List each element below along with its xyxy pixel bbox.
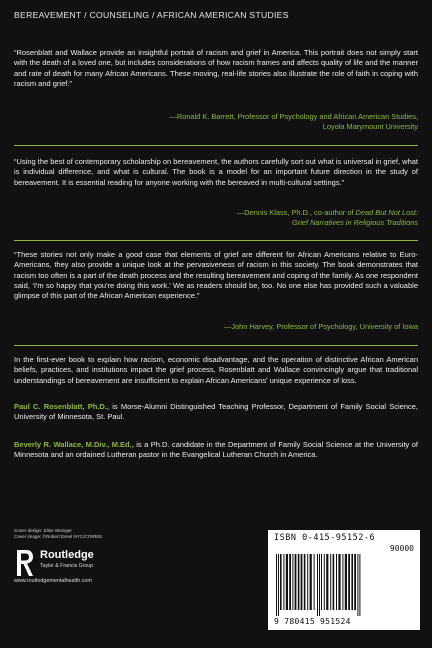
attribution-1-line-1: —Ronald K. Barrett, Professor of Psychology and African American Studies, [169, 112, 418, 121]
price-code: 90000 [389, 544, 414, 553]
barcode-bar [298, 554, 300, 610]
isbn-number: ISBN 0-415-95152-6 [274, 533, 376, 543]
barcode-bar [338, 554, 340, 610]
author-2-name: Beverly R. Wallace, M.Div., M.Ed., [14, 440, 134, 449]
author-1-bio: is Morse-Alumni Distinguished Teaching Professor, Department of Family Social Science, University of Minnesota, St. Paul. [14, 402, 419, 422]
barcode-bar [330, 554, 331, 610]
book-description: In the first-ever book to explain how racism, economic disadvantage, and the operation of distinctive African American beliefs, practices, and institutions impact the grief process, Rosenblatt and Wallace convincingly argue that traditional understandings of bereavement are insufficient to explain African Americans' unique experience of loss. [14, 355, 418, 385]
barcode-bar [286, 554, 288, 610]
barcode-bar [317, 554, 318, 616]
routledge-mark-icon [14, 548, 36, 578]
attribution-2-line-2: Grief Narratives in Religious Traditions [292, 218, 418, 228]
review-quote-1: “Rosenblatt and Wallace provide an insightful portrait of racism and grief in America. This portrait does not simply start with the death of a loved one, but includes considerations of how racism frames and affects quality of life and the manner and rate of death for many African Americans. These moving, real-life stories also illustrate the role of faith in coping with racism and grief.” [14, 48, 418, 88]
ean-number: 9 780415 951524 [274, 617, 351, 626]
barcode-bar [280, 554, 282, 610]
barcode-bar [278, 554, 279, 616]
attribution-1-line-2: Loyola Marymount University [322, 122, 418, 132]
attribution-2-book-title: Dead But Not Lost: [355, 208, 418, 217]
author-1-name: Paul C. Rosenblatt, Ph.D., [14, 402, 110, 411]
barcode-bar [307, 554, 308, 610]
barcode-bar [326, 554, 328, 610]
author-bio-2 [14, 440, 418, 461]
barcode-bar [289, 554, 291, 610]
barcode-bar [324, 554, 325, 610]
barcode-bar [301, 554, 303, 610]
publisher-name: Routledge [40, 549, 94, 561]
barcode-bar [342, 554, 343, 610]
barcode-bar [321, 554, 322, 610]
author-bio-1 [14, 402, 418, 423]
quote-divider-1 [14, 145, 418, 146]
barcode-bar [283, 554, 284, 610]
barcode-bar [314, 554, 315, 610]
review-attribution-3 [88, 322, 418, 332]
cover-design-credit: Cover design: Elise Weinger [14, 528, 72, 533]
barcode-bars [274, 554, 414, 616]
cover-credits [14, 528, 174, 540]
review-quote-3: “These stories not only make a good case that elements of grief are different for African Americans relative to Euro-Americans, they also provide a unique look at the pervasiveness of racism in this society. The book demonstrates that racism too often is a part of the death process and the resulting bereavement and coping of the family. As one respondent said, ‘I'm so happy that you're doing this work.’ We as readers should be, too. No one else has provided such a valuable glimpse of this part of the African American experience.” [14, 250, 418, 301]
barcode-bar [292, 554, 293, 610]
barcode-bar [345, 554, 347, 610]
barcode-bar [348, 554, 350, 610]
publisher-group: Taylor & Francis Group [40, 563, 94, 569]
attribution-3-line-1: —John Harvey, Professor of Psychology, University of Iowa [223, 322, 418, 331]
barcode-bar [336, 554, 337, 610]
attribution-2-prefix: —Dennis Klass, Ph.D., co-author of [236, 208, 356, 217]
category-line: BEREAVEMENT / COUNSELING / AFRICAN AMERICAN STUDIES [14, 10, 289, 20]
barcode-bar [354, 554, 356, 610]
publisher-url: www.routledgementalhealth.com [14, 578, 92, 584]
barcode-bar [359, 554, 360, 616]
barcode-bar [357, 554, 358, 616]
author-2-bio: is a Ph.D. candidate in the Department of Family Social Science at the University of Minnesota and an ordained Lutheran pastor in the Evangelical Lutheran Church in America. [14, 440, 418, 460]
review-attribution-1 [88, 112, 418, 133]
review-attribution-2 [88, 208, 418, 229]
barcode-bar [351, 554, 353, 610]
barcode-bar [304, 554, 306, 610]
attribution-2-line-1 [88, 208, 418, 218]
barcode-bar [295, 554, 297, 610]
quote-divider-3 [14, 345, 418, 346]
publisher-logo [14, 548, 184, 582]
quote-divider-2 [14, 240, 418, 241]
isbn-barcode [268, 530, 420, 630]
barcode-bar [319, 554, 320, 616]
barcode-bar [333, 554, 335, 610]
barcode-bar [310, 554, 312, 610]
review-quote-2: “Using the best of contemporary scholarship on bereavement, the authors carefully sort out what is universal in grief, what is individual difference, and what is cultural. The book is a model for an important future direction in the study of bereavement. It is essential reading for anyone working with the bereaved in multi-cultural settings.” [14, 157, 418, 187]
cover-image-credit: Cover image: ©Robert Essel NYC/CORBIS [14, 534, 103, 539]
barcode-bar [276, 554, 277, 616]
